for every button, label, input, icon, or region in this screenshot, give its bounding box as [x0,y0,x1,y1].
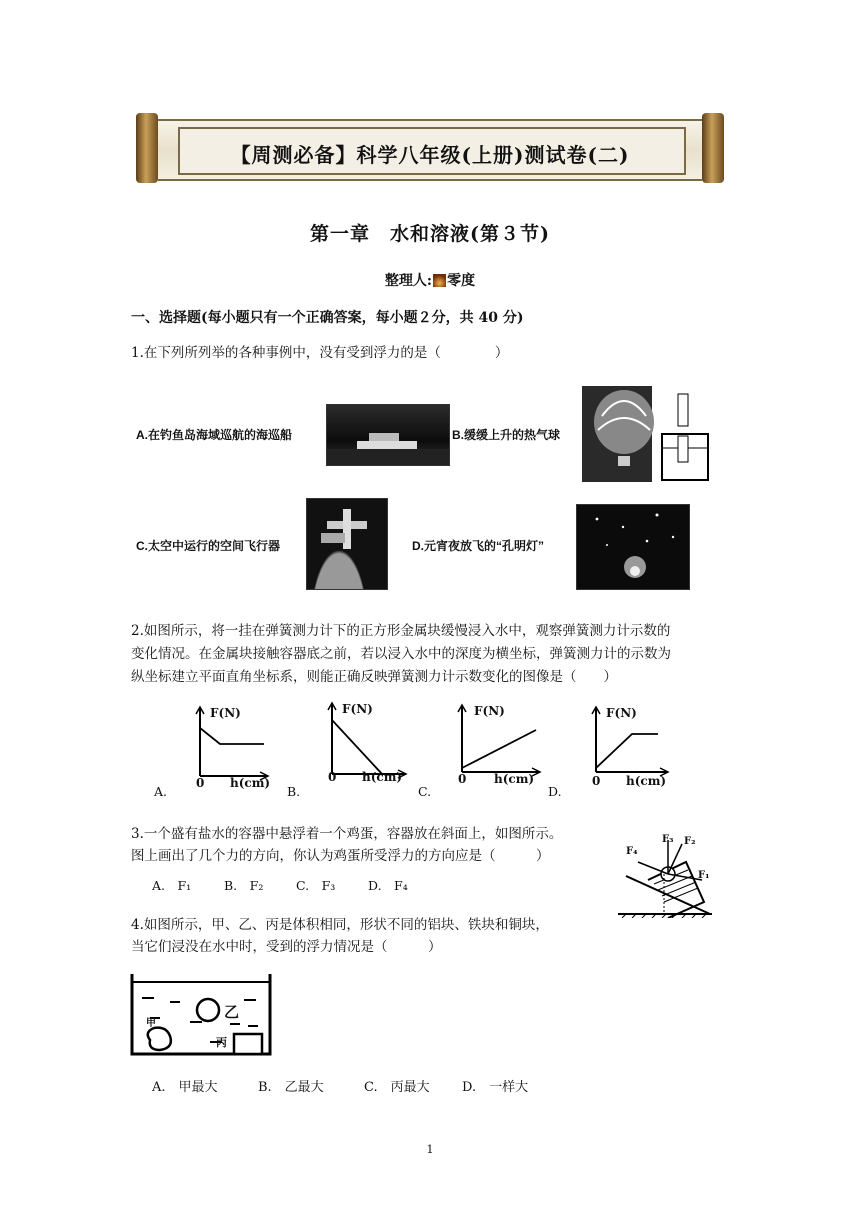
label-jia: 甲 [146,1018,156,1029]
q4-choice-a: A. 甲最大 [152,1080,218,1095]
section-title: 一、选择题(每小题只有一个正确答案，每小题２分，共 40 分) [131,310,524,326]
patrol-ship-photo [326,404,450,466]
q4-choice-d: D. 一样大 [462,1080,529,1095]
q2-stem-line-2: 变化情况。在金属块接触容器底之前，若以浸入水中的深度为横坐标，弹簧测力计的示数为 [131,646,671,662]
graph-c-origin: 0 [458,772,467,786]
q4-choice-c: C. 丙最大 [364,1080,430,1095]
graph-d-letter: D. [548,784,562,799]
force-f4-label: F₄ [626,846,638,857]
q3-choice-b: B. F₂ [224,878,264,893]
q1-option-c: C.太空中运行的空间飞行器 [136,539,281,553]
graph-c-xlabel: h(cm) [494,772,535,786]
editor-line [0,270,860,290]
editor-name: 零度 [447,273,476,289]
page-title: 【周测必备】科学八年级(上册)测试卷(二) [230,143,630,167]
space-station-icon [307,499,387,589]
avatar [433,274,446,287]
q1-option-b: B.缓缓上升的热气球 [452,428,561,442]
q4-choice-b: B. 乙最大 [258,1080,324,1095]
page-number: 1 [426,1143,434,1156]
q1-stem: 1.在下列所列举的各种事例中，没有受到浮力的是（ ） [131,345,509,361]
graph-a-letter: A. [154,784,168,799]
graph-b-origin: 0 [328,770,337,784]
force-f1-label: F₁ [698,870,710,881]
graph-b-xlabel: h(cm) [362,770,403,784]
q2-stem-line-1: 2.如图所示，将一挂在弹簧测力计下的正方形金属块缓慢浸入水中，观察弹簧测力计示数的 [131,623,671,639]
spacecraft-photo [306,498,388,590]
graph-d-xlabel: h(cm) [626,774,667,788]
q3-choice-c: C. F₃ [296,878,336,893]
label-yi: 乙 [224,1003,240,1021]
graph-b-letter: B. [287,784,301,799]
chapter-heading: 第一章 水和溶液(第３节) [310,223,550,245]
q4-stem-line-1: 4.如图所示，甲、乙、丙是体积相同，形状不同的铝块、铁块和铜块， [131,917,549,933]
graph-a-xlabel: h(cm) [230,776,271,790]
q3-choice-d: D. F₄ [368,878,408,893]
graph-c-ylabel: F(N) [474,704,505,718]
q1-option-a: A.在钓鱼岛海域巡航的海巡船 [136,428,293,442]
q3-stem-line-2: 图上画出了几个力的方向，你认为鸡蛋所受浮力的方向应是（ ） [131,848,550,864]
hot-air-balloon-photo [582,386,712,482]
lantern-icon [577,505,689,589]
sky-lantern-photo [576,504,690,590]
editor-prefix: 整理人: [384,273,433,289]
graph-a-origin: 0 [196,776,205,790]
graph-a-ylabel: F(N) [210,706,241,720]
q3-stem-line-1: 3.一个盛有盐水的容器中悬浮着一个鸡蛋，容器放在斜面上，如图所示。 [131,826,563,842]
force-f3-label: F₃ [662,834,674,845]
graph-b-ylabel: F(N) [342,702,373,716]
force-f2-label: F₂ [684,836,696,847]
q3-choice-a: A. F₁ [152,878,192,893]
graph-c-letter: C. [418,784,432,799]
label-bing: 丙 [216,1036,227,1049]
ship-icon [327,405,449,465]
balloon-icon [582,386,712,482]
q1-option-d: D.元宵夜放飞的“孔明灯” [412,539,545,553]
graph-d-origin: 0 [592,774,601,788]
q2-stem-line-3: 纵坐标建立平面直角坐标系，则能正确反映弹簧测力计示数变化的图像是（ ） [131,669,617,685]
q4-stem-line-2: 当它们浸没在水中时，受到的浮力情况是（ ） [131,939,442,955]
graph-d-ylabel: F(N) [606,706,637,720]
